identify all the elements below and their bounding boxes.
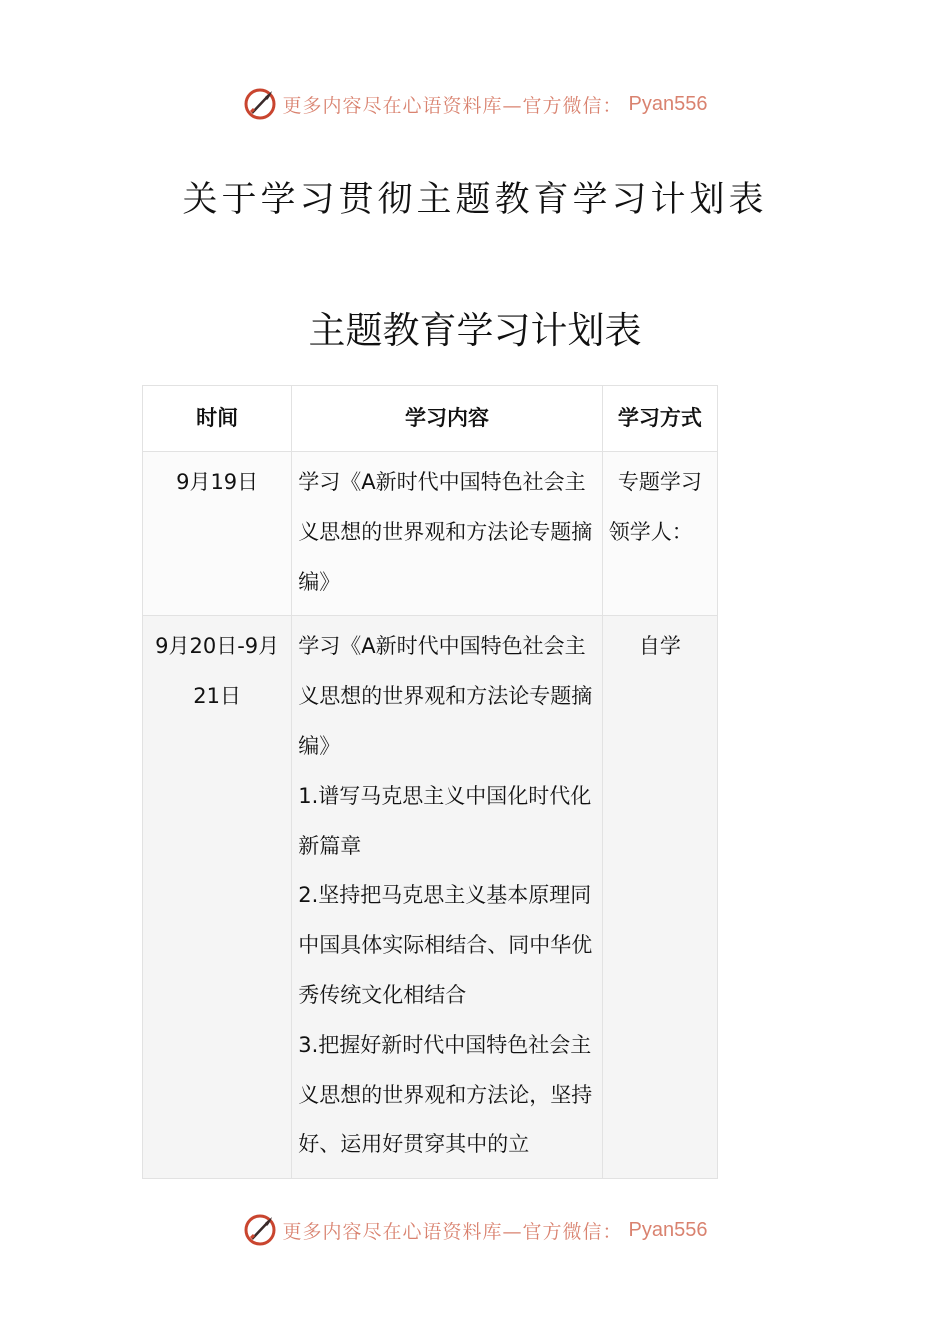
watermark-wechat-id: Pyan556 (628, 1218, 708, 1241)
header-method: 学习方式 (602, 386, 717, 452)
watermark-text: 更多内容尽在心语资料库—官方微信： (282, 1220, 623, 1243)
watermark-footer (0, 1210, 950, 1250)
table-row (143, 452, 718, 616)
header-time: 时间 (143, 386, 292, 452)
watermark-header (0, 84, 950, 124)
study-plan-table (142, 385, 718, 1179)
method-text: 自学 (638, 634, 681, 659)
document-subtitle: 主题教育学习计划表 (308, 309, 642, 352)
content-item-3: 3.把握好新时代中国特色社会主义思想的世界观和方法论，坚持好、运用好贯穿其中的立 (298, 1032, 593, 1157)
time-text: 9月20日-9月21日 (155, 634, 280, 709)
time-text: 9月19日 (176, 470, 259, 494)
cell-content (292, 616, 603, 1179)
quill-seal-icon (243, 1213, 277, 1247)
content-item-1: 1.谱写马克思主义中国化时代化新篇章 (298, 783, 592, 858)
cell-content (292, 452, 603, 616)
header-content: 学习内容 (292, 386, 603, 452)
watermark-text: 更多内容尽在心语资料库—官方微信： (282, 94, 623, 117)
quill-seal-icon (243, 87, 277, 121)
table-header-row (143, 386, 718, 452)
table-row (143, 616, 718, 1179)
cell-method (602, 616, 717, 1179)
cell-method (602, 452, 717, 616)
cell-time (143, 616, 292, 1179)
method-leader-label: 领学人： (608, 519, 693, 544)
watermark-wechat-id: Pyan556 (628, 92, 708, 115)
method-text: 专题学习 (617, 470, 702, 494)
document-title: 关于学习贯彻主题教育学习计划表 (182, 180, 768, 220)
content-text: 学习《A新时代中国特色社会主义思想的世界观和方法论专题摘编》 (298, 634, 593, 758)
content-text: 学习《A新时代中国特色社会主义思想的世界观和方法论专题摘编》 (298, 470, 593, 594)
cell-time (143, 452, 292, 616)
content-item-2: 2.坚持把马克思主义基本原理同中国具体实际相结合、同中华优秀传统文化相结合 (298, 883, 593, 1007)
